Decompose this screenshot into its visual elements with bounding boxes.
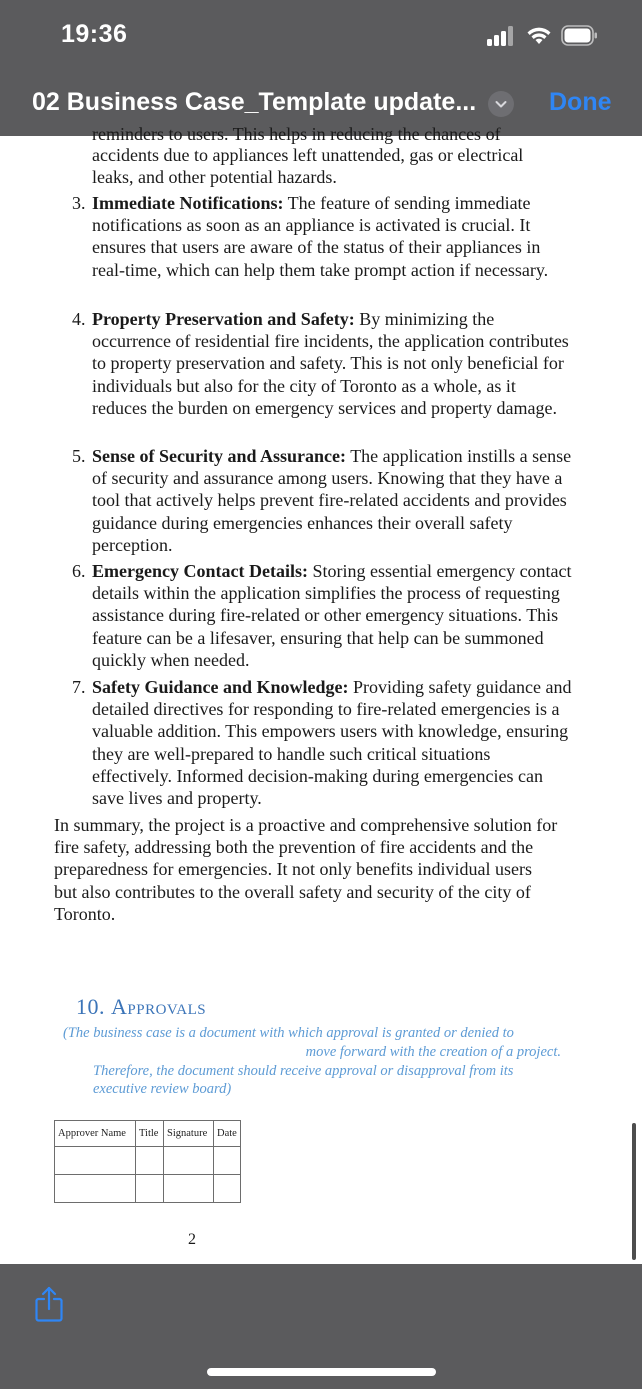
cellular-signal-icon: [487, 26, 517, 46]
status-time: 19:36: [61, 20, 128, 48]
list-item-text: Storing essential emergency contact details within the application simplifies the process of requesting assistance during fire-related or other emergency situations. This feature can be a lifesaver, ensuring that help can be summoned quickly when needed.: [92, 561, 572, 670]
table-cell: [164, 1175, 214, 1203]
list-item-text: By minimizing the occurrence of residential fire incidents, the application contributes to property preservation and safety. This is not only beneficial for individuals but also for the city of Toronto as a whole, as it reduces the burden on emergency services and property damage.: [92, 309, 569, 418]
table-cell: [214, 1175, 241, 1203]
page-number: 2: [188, 1231, 196, 1248]
approvals-note-line: (The business case is a document with which approval is granted or denied to: [63, 1025, 514, 1041]
chevron-down-icon: [488, 91, 514, 117]
list-number: 7.: [72, 677, 86, 697]
scroll-indicator[interactable]: [632, 1123, 636, 1260]
table-row: [55, 1147, 241, 1175]
clipped-text-line: reminders to users. This helps in reducing the chances of: [92, 124, 501, 144]
table-cell: [136, 1147, 164, 1175]
list-number: 6.: [72, 561, 86, 581]
list-item-heading: Property Preservation and Safety:: [92, 309, 355, 329]
table-cell: [136, 1175, 164, 1203]
table-header-cell: Title: [136, 1121, 164, 1147]
list-item-text: Providing safety guidance and detailed directives for responding to fire-related emergencies is a valuable addition. This empowers users with knowledge, ensuring they are well-prepared to handle such critical situations effectively. Informed decision-making during emergencies can save lives and property.: [92, 677, 572, 809]
list-item-heading: Emergency Contact Details:: [92, 561, 308, 581]
list-item-heading: Sense of Security and Assurance:: [92, 446, 347, 466]
table-cell: [55, 1175, 136, 1203]
list-number: 4.: [72, 309, 86, 329]
approvals-note-line: Therefore, the document should receive approval or disapproval from its: [93, 1063, 514, 1079]
share-icon[interactable]: [33, 1285, 65, 1323]
approvals-title: Approvals: [111, 994, 207, 1019]
table-cell: [55, 1147, 136, 1175]
home-indicator[interactable]: [207, 1368, 436, 1376]
document-page[interactable]: [0, 124, 630, 1264]
summary-paragraph: In summary, the project is a proactive and comprehensive solution for fire safety, addressing both the prevention of fire accidents and the preparedness for emergencies. It not only benefits individual users but also contributes to the overall safety and security of the city of Toronto.: [54, 815, 558, 924]
approvals-heading: [76, 994, 206, 1020]
list-item: [72, 560, 572, 671]
table-cell: [164, 1147, 214, 1175]
table-header-row: [55, 1121, 241, 1147]
list-item-text: The application instills a sense of security and assurance among users. Knowing that they have a tool that actively helps prevent fire-related accidents and provides guidance during emergencies enhances their overall safety perception.: [92, 446, 572, 555]
top-bar: [0, 0, 642, 136]
intro-paragraph: accidents due to appliances left unattended, gas or electrical leaks, and other potential hazards.: [92, 145, 524, 188]
approvals-note-line: move forward with the creation of a project.: [305, 1044, 561, 1060]
list-item: [72, 308, 572, 419]
wifi-icon: [526, 25, 552, 45]
table-header-cell: Approver Name: [55, 1121, 136, 1147]
list-item-heading: Safety Guidance and Knowledge:: [92, 677, 349, 697]
table-header-cell: Date: [214, 1121, 241, 1147]
list-item: [72, 676, 572, 809]
list-item-text: The feature of sending immediate notifications as soon as an appliance is activated is crucial. It ensures that users are aware of the status of their appliances in real-time, which can help them take prompt action if necessary.: [92, 193, 549, 280]
table-row: [55, 1175, 241, 1203]
battery-icon: [561, 25, 598, 46]
approvals-table: [54, 1120, 241, 1203]
list-number: 3.: [72, 193, 86, 213]
list-number: 5.: [72, 446, 86, 466]
list-item-heading: Immediate Notifications:: [92, 193, 284, 213]
approvals-note-line: executive review board): [93, 1081, 232, 1097]
list-item: [72, 192, 572, 281]
document-title: 02 Business Case_Template update...: [32, 88, 477, 116]
approvals-number: 10.: [76, 994, 105, 1019]
table-header-cell: Signature: [164, 1121, 214, 1147]
title-menu-button[interactable]: [488, 91, 514, 117]
table-cell: [214, 1147, 241, 1175]
done-button[interactable]: Done: [549, 88, 612, 116]
list-item: [72, 445, 572, 556]
